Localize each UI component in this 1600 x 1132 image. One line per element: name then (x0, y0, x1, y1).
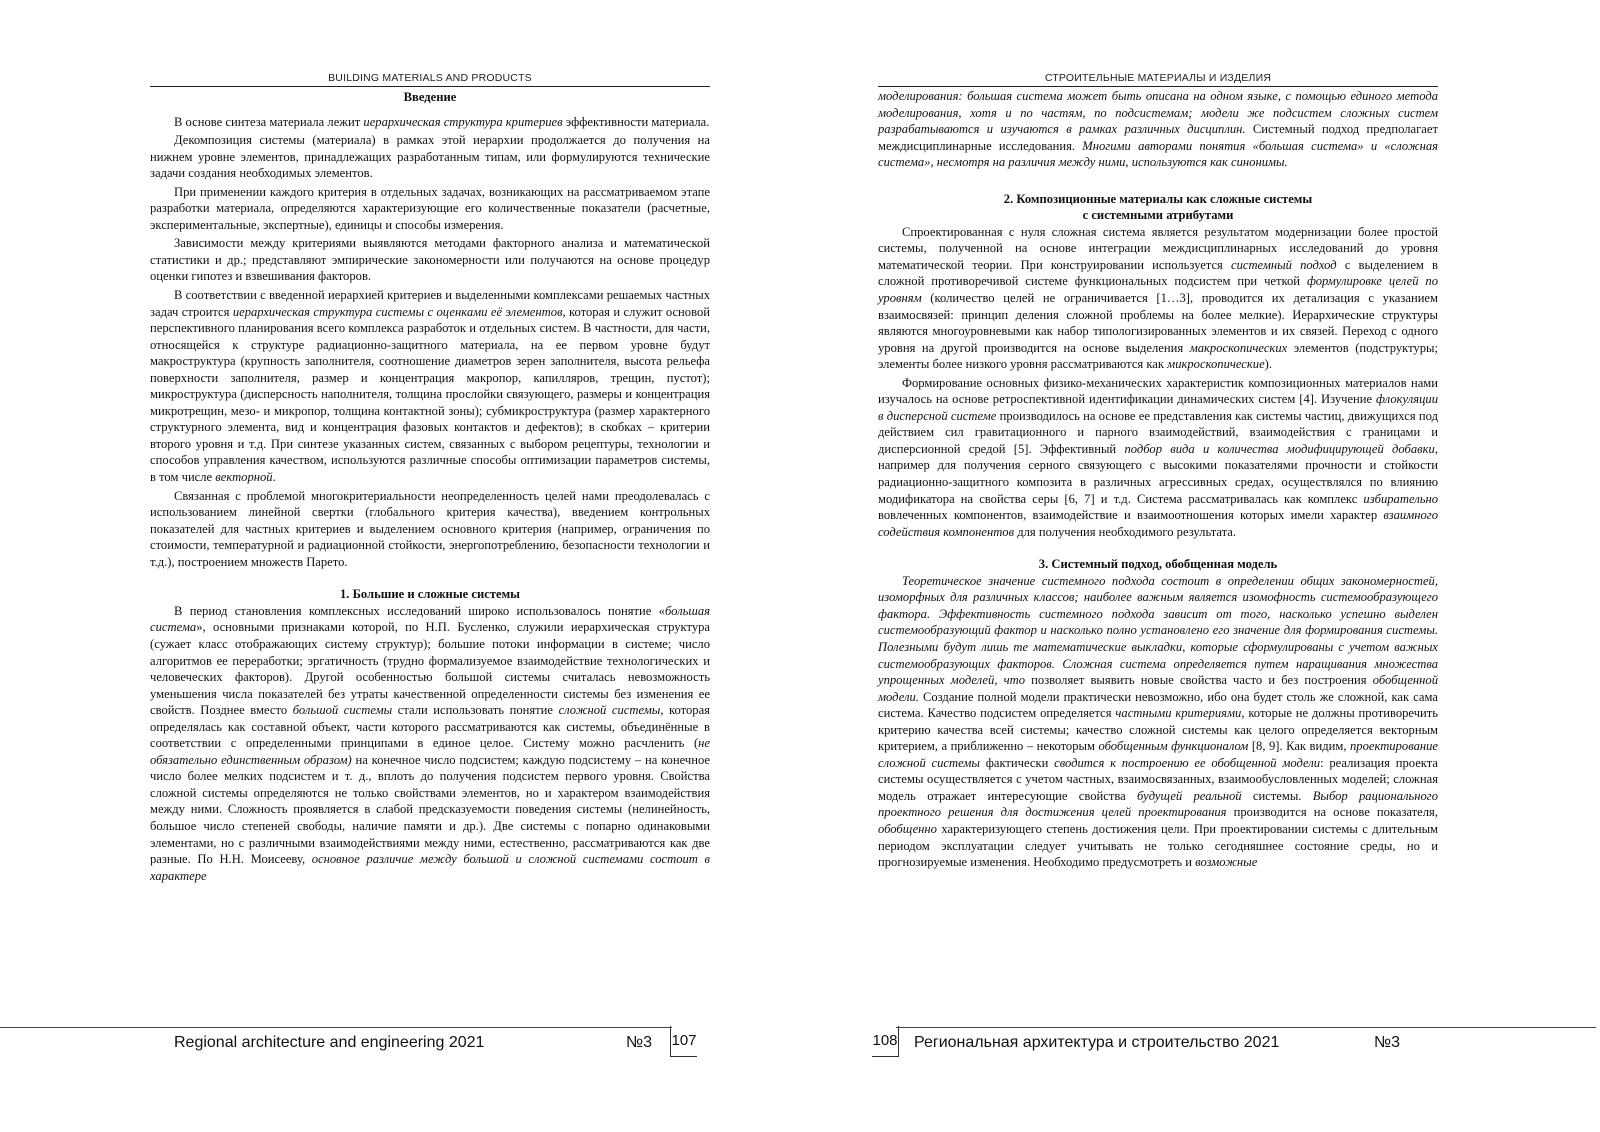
text-run: [8, 9]. Как видим, (1248, 739, 1350, 754)
italic-run: проектирование сложной системы (878, 739, 1439, 770)
italic-run: системный подход (1230, 257, 1337, 272)
text-run: Формирование основных физико-механических характеристик композиционных материалов нами изучалось на основе ретроспективной идентификации динамических систем [4]. Изучение (878, 375, 1438, 407)
left-text-block (150, 89, 710, 886)
italic-run: обобщенно (878, 821, 937, 836)
text-run: системы. (1241, 788, 1313, 803)
paragraph (150, 235, 710, 285)
paragraph (878, 88, 1438, 171)
text-run: позволяет выявить новые свойства часто и без построения (1025, 673, 1373, 688)
italic-run: формулировке целей по уровням (878, 274, 1438, 306)
italic-run: избирательно (1363, 491, 1438, 506)
text-run: В соответствии с введенной иерархией критериев и выделенными комплексами решаемых частных задач строится (150, 288, 710, 319)
section-heading: 3. Системный подход, обобщенная модель (1038, 557, 1278, 572)
text-run: Создание полной модели практически невозможно, ибо она будет столь же сложной, как сама система. Качество подсистем определяется (878, 689, 1438, 721)
italic-run: микроскопические (1167, 357, 1265, 372)
text-run: . (272, 470, 276, 485)
italic-run: сложной системы (558, 703, 661, 718)
text-run: Спроектированная с нуля сложная система является результатом модернизации более простой системы, полученной на основе интеграции междисциплинарных исследований до уровня математической теории. При конструировании используется (878, 224, 1438, 272)
text-run: : реализация проекта системы осуществляется с учетом частных, взаимосвязанных, взаимообусловленных моделей; сложная модель отражает интересующие свойства (878, 755, 1438, 803)
text-run: Системный подход предполагает междисциплинарные исследования. (878, 122, 1438, 153)
text-run: , например для получения серного связующего с высокими показателями прочности и стойкости радиационно-защитного композита в различных агрессивных средах, осуществлялся по влиянию модификатора на свойства серы [6, 7] и т.д. Система рассматривалась как комплекс (878, 441, 1438, 506)
paragraph (150, 184, 710, 234)
text-run: ). (1264, 357, 1273, 372)
italic-run: взаимного содействия компонентов (878, 508, 1438, 539)
text-run: , которая определялась как составной объект, части которого рассматриваются как системы, объединённые в соответствии с определенными принципами в единое целое. Систему можно расчленить ( (150, 703, 710, 751)
footer-journal-title: Региональная архитектура и строительство 2021 (914, 1034, 1280, 1051)
running-head: СТРОИТЕЛЬНЫЕ МАТЕРИАЛЫ И ИЗДЕЛИЯ (1044, 72, 1272, 84)
text-run: производилось на основе ее представления как системы частиц, движущихся под действием сил гравитационного и парного взаимодействий, взаимодействия с границами и дисперсионной средой [5]. Эффективный (878, 408, 1438, 456)
text-run: В основе синтеза материала лежит (174, 114, 364, 129)
paragraph (150, 603, 710, 884)
section-heading: 1. Большие и сложные системы (339, 587, 521, 602)
italic-run: флокуляции в дисперсной системе (878, 392, 1438, 423)
italic-run: векторной (215, 470, 273, 485)
text-run: Декомпозиция системы (материала) в рамках этой иерархии продолжается до получения на нижнем уровне элементов, принадлежащих разработанным типам, или формулируются технические задачи создания необходимых элементов. (150, 133, 710, 181)
right-text-block (878, 88, 1438, 873)
header-rule (150, 86, 710, 87)
italic-run: частными критериями (1115, 706, 1242, 721)
italic-run: обобщенным функционалом (1098, 739, 1249, 754)
text-run: на конечное число подсистем; каждую подсистему – на конечное число более мелких подсистем и т. д., вплоть до получения подсистем первого уровня. Свойства сложной системы определяются не только свойствами элементов, но и характером взаимодействия между ними. Сложность проявляется в слабой предсказуемости поведения системы (нелинейность, большое число степеней свободы, наличие памяти и др.). Две системы с попарно одинаковыми элементами, но с различными взаимодействиями между ними, естественно, рассматриваются как две разные. По Н.Н. Моисееву, (150, 752, 710, 867)
text-run: Зависимости между критериями выявляются методами факторного анализа и математической статистики и др.; представляют эмпирические закономерности или получаются на основе процедур оценки гипотез и взвешивания факторов. (150, 236, 710, 284)
page-number: 108 (872, 1026, 899, 1057)
italic-run: Выбор рационального проектного решения для достижения целей проектирования (878, 788, 1439, 820)
italic-run: возможные (1195, 855, 1258, 870)
paragraph (150, 132, 710, 182)
italic-run: иерархическая структура критериев (363, 114, 563, 129)
running-head: BUILDING MATERIALS AND PRODUCTS (328, 72, 532, 84)
text-run: , которая и служит основой перспективного планирования всего комплекса разработок и отдельных систем. В частности, для части, относящейся к структуре радиационно-защитного материала, на ее первом уровне будут макроструктура (крупность заполнителя, соотношение диаметров зерен заполнителя, высота рельефа поверхности заполнителя, размер и концентрация макропор, капилляров, трещин, пустот); микроструктура (дисперсность наполнителя, толщина прослойки связующего, размеры и концентрация микротрещин, мезо- и микропор, толщина контактной зоны); субмикроструктура (размер характерного структурного элемента, вид и концентрация фазовых контактов и дефектов); в скобках – критерии второго уровня и т.д. При синтезе указанных систем, связанных с выбором рецептуры, технологии и способов управления качеством, используются различные способы оптимизации параметров системы, в том числе (150, 304, 710, 485)
paragraph (878, 224, 1438, 373)
text-run: производится на основе показателя, (1226, 805, 1438, 820)
italic-run: макроскопических (1189, 340, 1288, 355)
italic-run: будущей реальной (1136, 788, 1242, 803)
italic-run: Теоретическое значение системного подхода состоит в определении общих закономерностей, изоморфных для различных классов; наиболее важным является изомофность системообразующего фактора. Эффективность системного подхода зависит от того, насколько успешно выделен системообразующий фактор и насколько полно установлено его значение для формирования системы. Полезными будут лишь те математические выкладки, которые сформулированы с учетом важных системообразующих факторов. Сложная система определяется путем наращивания множества упрощенных моделей, что (878, 573, 1438, 688)
text-run: стали использовать понятие (392, 703, 559, 718)
text-run: При применении каждого критерия в отдельных задачах, возникающих на рассматриваемом этапе разработки материала, определяются характеризующие его количественные показатели (расчетные, экспериментальные, экспертные), единицы и способы измерения. (150, 184, 710, 232)
paragraph (878, 375, 1438, 540)
italic-run: не обязательно единственным образом) (150, 736, 710, 767)
page-number: 107 (670, 1026, 697, 1057)
text-run: В период становления комплексных исследований широко использовалось понятие « (174, 603, 665, 618)
header-rule (878, 86, 1438, 87)
footer-journal-title: Regional architecture and engineering 2021 (174, 1034, 485, 1051)
text-run: с выделением в сложной противоречивой системе функциональных подсистем при четкой (878, 257, 1438, 289)
paragraph (150, 488, 710, 571)
paragraph (878, 573, 1438, 871)
text-run: вовлеченных компонентов, взаимодействие и взаимоотношения которых имели характер (878, 508, 1384, 523)
italic-run: подбор вида и количества модифицирующей добавки (1124, 441, 1435, 456)
text-run: фактически (979, 755, 1055, 770)
italic-run: большая система (150, 603, 710, 635)
italic-run: сводится к построению ее обобщенной модели (1054, 755, 1321, 770)
italic-run: моделирования: большая система может быть описана на одном языке, с помощью единого метода моделирования, хотя и по частям, по подсистемам; модели же подсистем сложных систем разрабатываются и изучаются в рамках различных дисциплин. (878, 89, 1438, 137)
italic-run: большой системы (292, 703, 393, 718)
italic-run: Многими авторами понятия «большая система» и «сложная система», несмотря на различия между ними, используются как синонимы. (878, 138, 1438, 170)
text-run: эффективности материала. (562, 114, 710, 129)
text-run: Связанная с проблемой многокритериальности неопределенность целей нами преодолевалась с использованием линейной свертки (глобального критерия качества), введением контрольных показателей для частных критериев и выделением основного критерия (например, ограничения по стоимости, температурной и радиационной стойкости, энергопотреблению, безопасности технологии и т.д.), построением множеств Парето. (150, 488, 710, 569)
intro-heading: Введение (403, 90, 457, 104)
text-run: характеризующего степень достижения цели. При проектировании системы с длительным периодом эксплуатации следует учитывать не только сегодняшнее состояние среды, но и прогнозируемые изменения. Необходимо предусмотреть и (878, 821, 1438, 870)
text-run: », основными признаками которой, по Н.П. Бусленко, служили иерархическая структура (сужает класс отображающих систему структур); большие потоки информации в системе; число алгоритмов ее переработки; эргатичность (трудно формализуемое взаимодействие технологических и человеческих факторов). Другой особенностью большой системы считалась невозможность уменьшения числа показателей без утраты качественной определенности системы без изменения ее свойств. Позднее вместо (150, 620, 710, 718)
text-run: элементов (подструктуры; элементы более низкого уровня рассматриваются как (878, 340, 1438, 372)
text-run: , которые не должны противоречить критерию качества всей системы; качество сложной системы как целого определяется векторным критерием, а приближенно – некоторым (878, 706, 1439, 754)
italic-run: основное различие между большой и сложной системами состоит в характере (150, 852, 710, 883)
section-heading-line: с системными атрибутами (1082, 208, 1234, 223)
paragraph (150, 287, 710, 486)
footer-issue-number: №3 (1374, 1034, 1401, 1051)
text-run: (количество целей не ограничивается [1…3], проводится их детализация с указанием взаимосвязей: принцип деления сложной проблемы на более мелкие). Иерархические структуры являются многоуровневыми как набор типологизированных элементов и их связей. Переход с одного уровня на другой производится на основе выделения (878, 291, 1438, 355)
text-run: для получения необходимого результата. (1014, 524, 1237, 539)
italic-run: обобщенной модели. (878, 673, 1438, 704)
footer-issue-number: №3 (626, 1034, 653, 1051)
italic-run: иерархическая структура системы с оценками её элементов (232, 304, 563, 319)
footer-rule (896, 1027, 1596, 1028)
paragraph (150, 114, 710, 131)
footer-rule (0, 1027, 672, 1028)
page-108 (800, 0, 1600, 1132)
section-heading-line: 2. Композиционные материалы как сложные системы (1003, 191, 1313, 206)
